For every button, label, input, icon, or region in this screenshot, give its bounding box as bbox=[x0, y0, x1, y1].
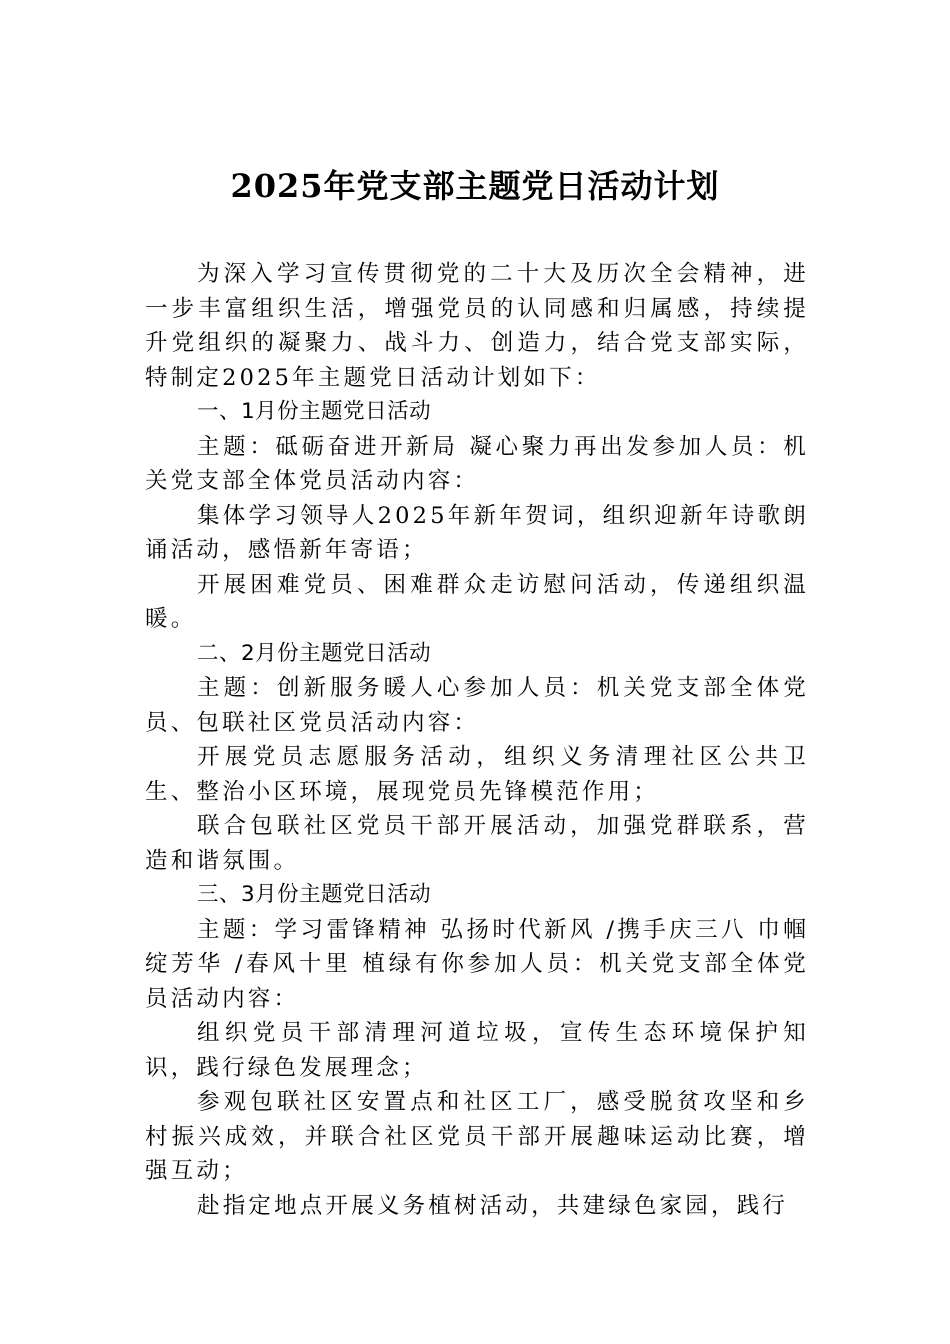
march-activity-3: 赴指定地点开展义务植树活动，共建绿色家园，践行 bbox=[197, 1192, 789, 1219]
january-activity-1: 集体学习领导人2025年新年贺词，组织迎新年诗歌朗诵活动，感悟新年寄语； bbox=[145, 502, 809, 563]
document-body bbox=[145, 257, 809, 1223]
march-activity-1: 组织党员干部清理河道垃圾，宣传生态环境保护知识，践行绿色发展理念； bbox=[145, 1020, 809, 1081]
intro-paragraph: 为深入学习宣传贯彻党的二十大及历次全会精神，进一步丰富组织生活，增强党员的认同感和归属感，持续提升党组织的凝聚力、战斗力、创造力，结合党支部实际，特制定2025年主题党日活动计划如下： bbox=[145, 261, 809, 391]
january-theme-paragraph: 主题：砥砺奋进开新局 凝心聚力再出发参加人员：机关党支部全体党员活动内容： bbox=[145, 433, 809, 494]
february-theme-paragraph: 主题：创新服务暖人心参加人员：机关党支部全体党员、包联社区党员活动内容： bbox=[145, 675, 809, 736]
march-activity-2: 参观包联社区安置点和社区工厂，感受脱贫攻坚和乡村振兴成效，并联合社区党员干部开展趣味运动比赛，增强互动； bbox=[145, 1089, 809, 1184]
section-heading-february: 二、2月份主题党日活动 bbox=[197, 640, 432, 666]
document-title: 2025年党支部主题党日活动计划 bbox=[230, 167, 720, 205]
february-activity-1: 开展党员志愿服务活动，组织义务清理社区公共卫生、整治小区环境，展现党员先锋模范作用； bbox=[145, 744, 809, 805]
section-heading-january: 一、1月份主题党日活动 bbox=[197, 399, 432, 424]
march-theme-paragraph: 主题：学习雷锋精神 弘扬时代新风 /携手庆三八 巾帼绽芳华 /春风十里 植绿有你参加人员：机关党支部全体党员活动内容： bbox=[145, 916, 809, 1012]
february-activity-2: 联合包联社区党员干部开展活动，加强党群联系，营造和谐氛围。 bbox=[145, 813, 809, 874]
january-activity-2: 开展困难党员、困难群众走访慰问活动，传递组织温暖。 bbox=[145, 571, 809, 632]
section-heading-march: 三、3月份主题党日活动 bbox=[197, 882, 432, 907]
